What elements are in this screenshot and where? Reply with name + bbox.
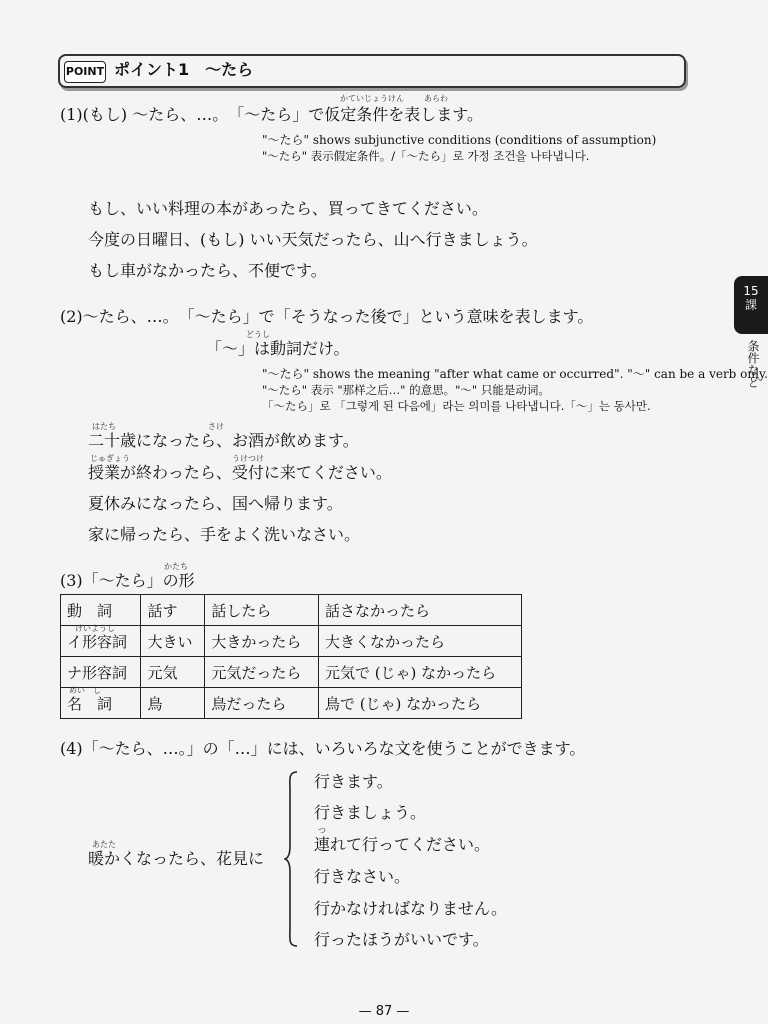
- furigana-meishi: めい し: [69, 686, 101, 695]
- section1-heading: (1)(もし) ～たら、…。 「～たら」で仮定条件を表します。: [60, 105, 483, 124]
- table-cell-positive: 大きかったら: [205, 626, 319, 657]
- section4-option-6: 行ったほうがいいです。: [314, 930, 489, 949]
- furigana-doushi: どうし: [246, 330, 270, 339]
- table-row: [61, 595, 522, 626]
- table-cell-positive: 話したら: [205, 595, 319, 626]
- section4-heading: (4)「～たら、…。」の「…」には、いろいろな文を使うことができます。: [60, 739, 586, 758]
- furigana-keiyoushi: けいようし: [75, 624, 115, 633]
- table-row: [61, 657, 522, 688]
- table-cell-type: 動 詞: [61, 595, 141, 626]
- table-cell-base: 大きい: [141, 626, 205, 657]
- table-cell-base: 話す: [141, 595, 205, 626]
- table-row: [61, 626, 522, 657]
- furigana-atata: あたた: [92, 840, 116, 849]
- section4-option-5: 行かなければなりません。: [314, 899, 507, 918]
- table-cell-type: [61, 626, 141, 657]
- section2-example-2: 授業が終わったら、受付に来てください。: [88, 463, 392, 482]
- furigana-hatachi: はたち: [92, 422, 116, 431]
- table-cell-base: 鳥: [141, 688, 205, 719]
- section2-example-3: 夏休みになったら、国へ帰ります。: [88, 494, 343, 513]
- section4-lead: 暖かくなったら、花見に: [88, 849, 265, 868]
- point-badge: POINT: [64, 61, 106, 83]
- table-cell-negative: 大きくなかったら: [318, 626, 521, 657]
- section4-option-4: 行きなさい。: [314, 867, 411, 886]
- section4-option-3: 連れて行ってください。: [314, 835, 491, 854]
- table-cell-base: 元気: [141, 657, 205, 688]
- section4-option-2: 行きましょう。: [314, 803, 427, 822]
- furigana-katei: かていじょうけん: [340, 94, 404, 103]
- section2-ko: 「～たら」로 「그렇게 된 다음에」라는 의미를 나타냅니다.「～」는 동사만.: [262, 399, 651, 413]
- table-type-label: イ形容詞: [67, 632, 128, 651]
- page-number: — 87 —: [358, 1004, 410, 1019]
- section1-example-3: もし車がなかったら、不便です。: [88, 261, 327, 280]
- table-row: [61, 688, 522, 719]
- furigana-uketsuke: うけつけ: [232, 454, 264, 463]
- section2-heading: (2)～たら、…。 「～たら」で「そうなった後で」という意味を表します。: [60, 307, 594, 326]
- section1-en: "～たら" shows subjunctive conditions (conditions of assumption): [262, 133, 657, 147]
- table-cell-positive: 元気だったら: [205, 657, 319, 688]
- furigana-arawa: あらわ: [424, 94, 448, 103]
- furigana-katachi: かたち: [164, 562, 188, 571]
- conjugation-table: [60, 594, 522, 719]
- curly-brace: [284, 770, 298, 948]
- section1-example-1: もし、いい料理の本があったら、買ってきてください。: [88, 199, 488, 218]
- section2-zh: "～たら" 表示 "那样之后…" 的意思。"～" 只能是动词。: [262, 383, 550, 397]
- section2-en: "～たら" shows the meaning "after what came or occurred". "～" can be a verb only.: [262, 367, 768, 381]
- lesson-kanji: 課: [744, 298, 757, 312]
- lesson-number: 15: [743, 284, 759, 298]
- table-type-label: 名 詞: [67, 694, 113, 713]
- section2-subheading: 「～」は動詞だけ。: [206, 339, 350, 358]
- table-cell-positive: 鳥だったら: [205, 688, 319, 719]
- furigana-jugyou: じゅぎょう: [90, 454, 130, 463]
- table-cell-negative: 話さなかったら: [318, 595, 521, 626]
- section4-option-1: 行きます。: [314, 772, 393, 791]
- section3-heading: (3)「～たら」の形: [60, 571, 195, 590]
- table-cell-type: [61, 688, 141, 719]
- table-cell-type: ナ形容詞: [61, 657, 141, 688]
- section1-zh-ko: "～たら" 表示假定条件。/「～たら」로 가정 조건을 나타냅니다.: [262, 149, 590, 163]
- furigana-sake: さけ: [208, 422, 224, 431]
- table-cell-negative: 鳥で (じゃ) なかったら: [318, 688, 521, 719]
- section1-example-2: 今度の日曜日、(もし) いい天気だったら、山へ行きましょう。: [88, 230, 538, 249]
- lesson-tab: [734, 276, 768, 334]
- lesson-topic-label: 条件など: [746, 340, 760, 388]
- table-cell-negative: 元気で (じゃ) なかったら: [318, 657, 521, 688]
- section2-example-4: 家に帰ったら、手をよく洗いなさい。: [88, 525, 361, 544]
- point-title: ポイント1 ～たら: [114, 60, 254, 79]
- section2-example-1: 二十歳になったら、お酒が飲めます。: [88, 431, 359, 450]
- furigana-tsure: つ: [318, 826, 326, 835]
